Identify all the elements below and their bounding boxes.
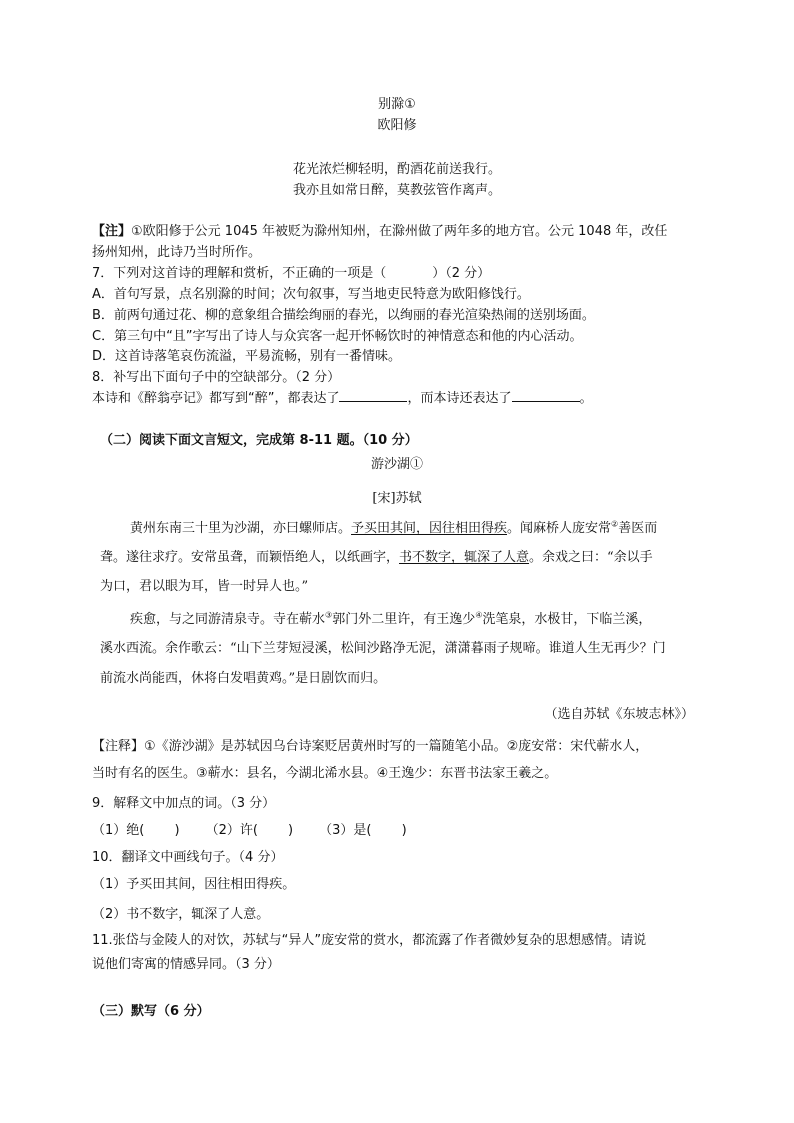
passage-p2-line-1: 疾愈，与之同游清泉寺。寺在蕲水③郭门外二里许，有王逸少④洗笔泉，水极甘，下临兰溪， <box>130 610 652 627</box>
passage-p1-line-3: 为口，君以眼为耳，皆一时异人也。” <box>100 579 309 594</box>
note-line-2: 扬州知州，此诗乃当时所作。 <box>92 245 262 260</box>
passage-source: （选自苏轼《东坡志林》） <box>544 707 694 722</box>
passage-p2-line-2: 溪水西流。余作歌云：“山下兰芽短浸溪，松间沙路净无泥，潇潇暮雨子规啼。谁道人生无再少？门 <box>100 641 666 656</box>
passage-p2-line-3: 前流水尚能西，休将白发唱黄鸡。”是日剧饮而归。 <box>100 671 387 686</box>
note-line-1 <box>92 223 667 241</box>
question-8-stem: 8．补写出下面句子中的空缺部分。（2 分） <box>92 370 341 385</box>
question-7-option-a: A．首句写景，点名别滁的时间；次句叙事，写当地吏民特意为欧阳修饯行。 <box>92 287 530 302</box>
question-10-stem: 10．翻译文中画线句子。（4 分） <box>92 850 284 865</box>
question-7-option-d: D．这首诗落笔哀伤流溢，平易流畅，别有一番情味。 <box>92 349 402 364</box>
underlined-sentence-2: 书不数字，辄深了人意 <box>399 550 530 565</box>
poem-line-2: 我亦且如常日醉，莫教弦管作离声。 <box>292 183 501 198</box>
question-9-item-3: （3）是( ) <box>319 823 407 838</box>
note2-line-2: 当时有名的医生。③蕲水：县名，今湖北浠水县。④王逸少：东晋书法家王羲之。 <box>92 766 558 781</box>
question-7-stem: 7．下列对这首诗的理解和赏析，不正确的一项是（ ）（2 分） <box>92 266 491 281</box>
question-10-item-2: （2）书不数字，辄深了人意。 <box>92 907 270 922</box>
question-11-line-1: 11.张岱与金陵人的对饮，苏轼与“异人”庞安常的赏水，都流露了作者微妙复杂的思想感情。请说 <box>92 933 647 948</box>
question-9-items <box>92 822 407 840</box>
question-7-option-c: C．第三句中“且”字写出了诗人与众宾客一起开怀畅饮时的神情意态和他的内心活动。 <box>92 329 583 344</box>
underlined-sentence-1: 予买田其间，因往相田得疾 <box>351 521 508 536</box>
note2-line-1: 【注释】①《游沙湖》是苏轼因乌台诗案贬居黄州时写的一篇随笔小品。②庞安常：宋代蕲水人， <box>92 739 649 754</box>
note-text-1: ①欧阳修于公元 1045 年被贬为滁州知州，在滁州做了两年多的地方官。公元 1048 年，改任 <box>131 224 668 239</box>
passage-author: [宋]苏轼 <box>372 491 422 506</box>
poem-author: 欧阳修 <box>377 118 417 133</box>
question-11-line-2: 说他们寄寓的情感异同。（3 分） <box>92 957 280 972</box>
question-10-item-1: （1）予买田其间，因往相田得疾。 <box>92 877 296 892</box>
note-tag: 【注】 <box>92 224 132 239</box>
answer-blank-1 <box>339 389 407 402</box>
question-8-text: 本诗和《醉翁亭记》都写到“醉”，都表达了 ，而本诗还表达了 。 <box>92 391 593 406</box>
poem-title: 别滁① <box>378 97 416 112</box>
passage-p1-line-1: 黄州东南三十里为沙湖，亦曰螺师店。予买田其间，因往相田得疾。闻麻桥人庞安常②善医而 <box>130 519 658 536</box>
passage-title: 游沙湖① <box>370 457 423 472</box>
section-3-heading: （三）默写（6 分） <box>92 1004 210 1019</box>
question-9-item-2: （2）许( ) <box>205 823 294 838</box>
question-9-item-1: （1）绝( ) <box>92 823 180 838</box>
answer-blank-2 <box>512 389 580 402</box>
question-7-option-b: B．前两句通过花、柳的意象组合描绘绚丽的春光，以绚丽的春光渲染热闹的送别场面。 <box>92 308 595 323</box>
question-9-stem: 9．解释文中加点的词。（3 分） <box>92 796 276 811</box>
poem-line-1: 花光浓烂柳轻明，酌酒花前送我行。 <box>292 162 501 177</box>
passage-p1-line-2: 聋。遂往求疗。安常虽聋，而颖悟绝人，以纸画字，书不数字，辄深了人意。余戏之曰：“余以手 <box>100 550 653 565</box>
section-2-heading: （二）阅读下面文言短文，完成第 8-11 题。（10 分） <box>100 433 418 448</box>
